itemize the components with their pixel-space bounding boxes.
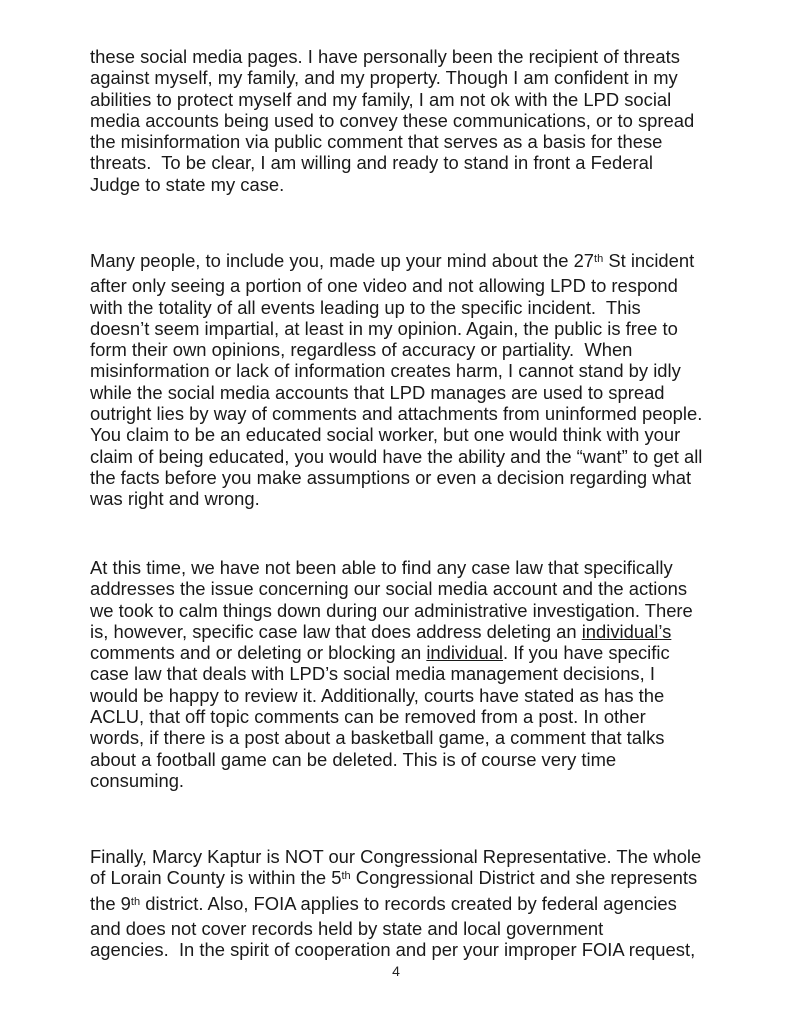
text-line xyxy=(90,621,740,642)
text-run: doesn’t seem impartial, at least in my opinion. Again, the public is free to xyxy=(90,317,678,339)
text-run: words, if there is a post about a basketball game, a comment that talks xyxy=(90,727,665,749)
text-run: was right and wrong. xyxy=(90,488,260,510)
text-line xyxy=(90,360,740,381)
text-line xyxy=(90,339,740,360)
text-run: case law that deals with LPD’s social media management decisions, I xyxy=(90,663,655,685)
text-line xyxy=(90,297,740,318)
text-run: addresses the issue concerning our social media account and the actions xyxy=(90,578,688,600)
text-run: You claim to be an educated social worker, but one would think with your xyxy=(90,424,681,446)
text-line xyxy=(90,446,740,467)
text-line xyxy=(90,557,740,578)
text-run: Judge to state my case. xyxy=(90,173,285,195)
text-run: we took to calm things down during our administrative investigation. There xyxy=(90,599,693,621)
paragraph-27th-st-incident xyxy=(90,250,740,510)
paragraph-case-law xyxy=(90,557,740,791)
text-run: district. Also, FOIA applies to records created by federal agencies xyxy=(140,892,677,914)
text-run: . If you have specific xyxy=(503,642,670,664)
text-line xyxy=(90,174,740,195)
text-run: the misinformation via public comment that serves as a basis for these xyxy=(90,131,663,153)
text-run: the 9 xyxy=(90,892,131,914)
text-run: of Lorain County is within the 5 xyxy=(90,867,342,889)
text-run: abilities to protect myself and my family, I am not ok with the LPD social xyxy=(90,88,672,110)
text-run: while the social media accounts that LPD manages are used to spread xyxy=(90,381,665,403)
text-run: form their own opinions, regardless of accuracy or partiality. When xyxy=(90,339,633,361)
text-line xyxy=(90,89,740,110)
text-line xyxy=(90,749,740,770)
paragraph-marcy-kaptur-foia xyxy=(90,846,740,960)
superscript-text: th xyxy=(130,895,141,908)
text-run: the facts before you make assumptions or even a decision regarding what xyxy=(90,466,692,488)
text-line xyxy=(90,867,740,892)
text-run: about a football game can be deleted. This is of course very time xyxy=(90,748,617,770)
text-run: Finally, Marcy Kaptur is NOT our Congressional Representative. The whole xyxy=(90,846,702,867)
underlined-text: individual’s xyxy=(581,620,672,642)
text-run: would be happy to review it. Additionally, courts have stated as has the xyxy=(90,684,665,706)
text-run: and does not cover records held by state and local government xyxy=(90,917,604,939)
text-line xyxy=(90,131,740,152)
page-number: 4 xyxy=(392,963,400,979)
text-line xyxy=(90,467,740,488)
text-line xyxy=(90,318,740,339)
text-run: St incident xyxy=(603,250,695,271)
text-run: threats. To be clear, I am willing and ready to stand in front a Federal xyxy=(90,152,653,174)
text-run: these social media pages. I have personally been the recipient of threats xyxy=(90,46,680,67)
text-run: media accounts being used to convey these communications, or to spread xyxy=(90,109,695,131)
underlined-text: individual xyxy=(426,642,504,664)
paragraph-threats xyxy=(90,46,740,195)
text-line xyxy=(90,67,740,88)
text-line xyxy=(90,642,740,663)
text-line xyxy=(90,275,740,296)
text-line xyxy=(90,846,740,867)
text-run: ACLU, that off topic comments can be removed from a post. In other xyxy=(90,706,646,728)
superscript-text: th xyxy=(341,870,351,883)
text-run: Congressional District and she represents xyxy=(350,867,698,889)
superscript-text: th xyxy=(594,253,604,266)
text-run: after only seeing a portion of one video and not allowing LPD to respond xyxy=(90,275,678,297)
text-run: agencies. In the spirit of cooperation and per your improper FOIA request, xyxy=(90,939,696,961)
text-run: consuming. xyxy=(90,769,185,791)
text-line xyxy=(90,893,740,918)
text-run: comments and or deleting or blocking an xyxy=(90,642,427,664)
text-run: is, however, specific case law that does address deleting an xyxy=(90,620,582,642)
text-line xyxy=(90,382,740,403)
text-line xyxy=(90,727,740,748)
text-line xyxy=(90,250,740,275)
text-line xyxy=(90,918,740,939)
text-line xyxy=(90,600,740,621)
text-line xyxy=(90,939,740,960)
text-line xyxy=(90,424,740,445)
text-run: against myself, my family, and my property. Though I am confident in my xyxy=(90,67,678,89)
text-run: misinformation or lack of information creates harm, I cannot stand by idly xyxy=(90,360,681,382)
text-line xyxy=(90,578,740,599)
text-line xyxy=(90,488,740,509)
text-line xyxy=(90,685,740,706)
text-line xyxy=(90,663,740,684)
text-run: with the totality of all events leading up to the specific incident. This xyxy=(90,296,641,318)
text-line xyxy=(90,403,740,424)
text-line xyxy=(90,770,740,791)
text-line xyxy=(90,110,740,131)
text-run: claim of being educated, you would have the ability and the “want” to get all xyxy=(90,445,703,467)
text-run: outright lies by way of comments and attachments from uninformed people. xyxy=(90,403,703,425)
text-run: Many people, to include you, made up your mind about the 27 xyxy=(90,250,595,271)
text-line xyxy=(90,706,740,727)
text-line xyxy=(90,152,740,173)
text-line xyxy=(90,46,740,67)
text-run: At this time, we have not been able to find any case law that specifically xyxy=(90,557,673,578)
